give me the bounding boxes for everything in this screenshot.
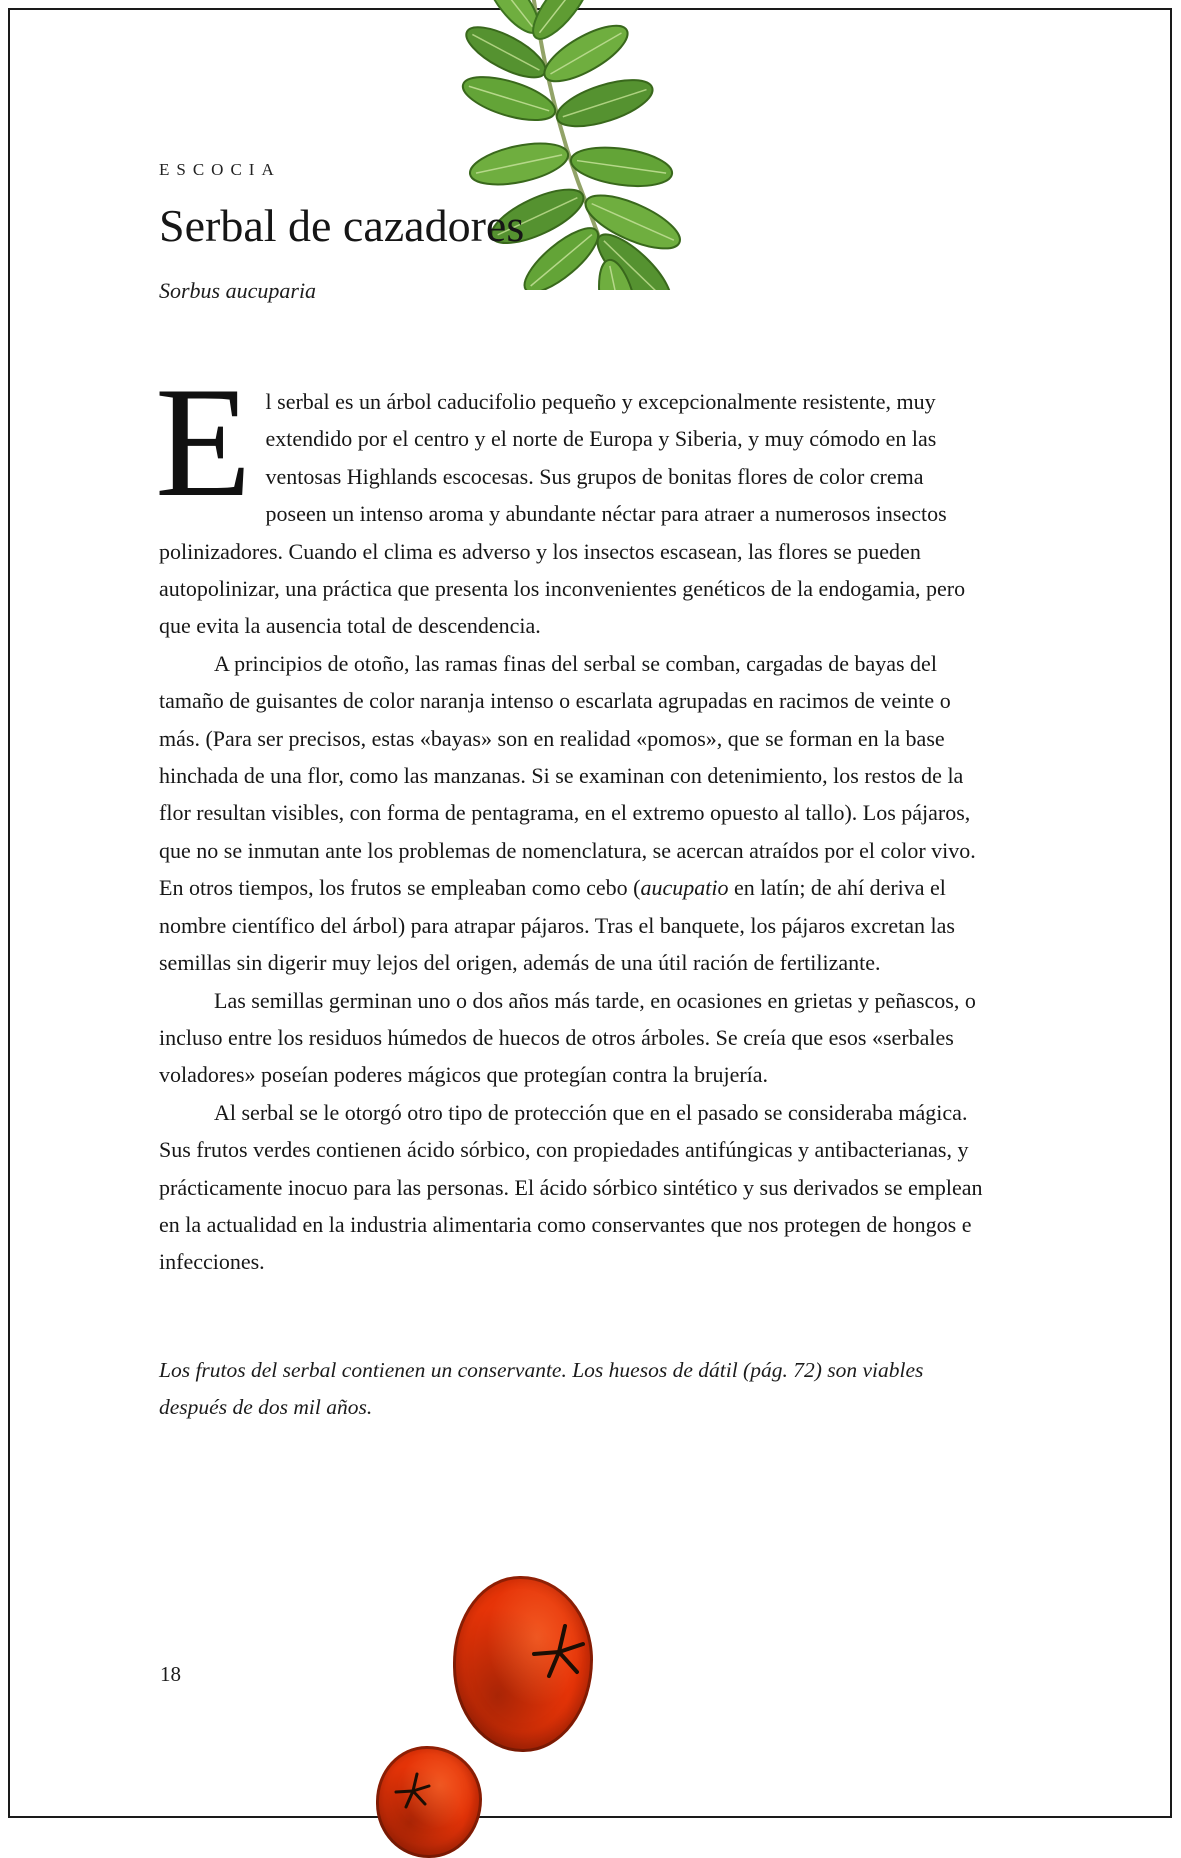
page-title: Serbal de cazadores [159, 200, 525, 251]
berry-calyx-icon [394, 1772, 432, 1810]
region-label: ESCOCIA [159, 160, 281, 179]
body-paragraph [159, 982, 989, 1094]
body-paragraph [159, 1094, 989, 1281]
berry-large-illustration [453, 1576, 593, 1752]
caption: Los frutos del serbal contienen un conservante. Los huesos de dátil (pág. 72) son viables después de dos mil años. [159, 1358, 924, 1419]
header-block [159, 160, 859, 304]
page-number: 18 [160, 1662, 181, 1686]
drop-cap: E [155, 355, 252, 530]
berry-calyx-icon [531, 1624, 587, 1680]
text-run: Al serbal se le otorgó otro tipo de protección que en el pasado se consideraba mágica. Sus frutos verdes contienen ácido sórbico, con propiedades antifúngicas y antibacterianas, y prácticamente inocuo para las personas. El ácido sórbico sintético y sus derivados se emplean en la actualidad en la industria alimentaria como conservantes que nos protegen de hongos e infecciones. [159, 1099, 983, 1275]
text-run: l serbal es un árbol caducifolio pequeño y excepcionalmente resistente, muy extendido por el centro y el norte de Europa y Siberia, y muy cómodo en las ventosas Highlands escocesas. Sus grupos de bonitas flores de color crema poseen un intenso aroma y abundante néctar para atraer a numerosos insectos polinizadores. Cuando el clima es adverso y los insectos escasean, las flores se pueden autopolinizar, una práctica que presenta los inconvenientes genéticos de la endogamia, pero que evita la ausencia total de descendencia. [159, 389, 966, 639]
text-run: Las semillas germinan uno o dos años más tarde, en ocasiones en grietas y peñascos, o incluso entre los residuos húmedos de huecos de otros árboles. Se creía que esos «serbales voladores» poseían poderes mágicos que protegían contra la brujería. [159, 987, 976, 1088]
berry-small-illustration [376, 1746, 482, 1858]
latin-name: Sorbus aucuparia [159, 278, 317, 304]
text-run: en latín; de ahí deriva el nombre científico del árbol) para atrapar pájaros. Tras el banquete, los pájaros excretan las semillas sin digerir muy lejos del origen, además de una útil ración de fertilizante. [159, 875, 955, 976]
body-paragraph [159, 645, 989, 982]
text-run: A principios de otoño, las ramas finas del serbal se comban, cargadas de bayas del tamaño de guisantes de color naranja intenso o escarlata agrupadas en racimos de veinte o más. (Para ser precisos, estas «bayas» son en realidad «pomos», que se forman en la base hinchada de una flor, como las manzanas. Si se examinan con detenimiento, los restos de la flor resultan visibles, con forma de pentagrama, en el extremo opuesto al tallo). Los pájaros, que no se inmutan ante los problemas de nomenclatura, se acercan atraídos por el color vivo. En otros tiempos, los frutos se empleaban como cebo ( [159, 650, 976, 901]
latin-term: aucupatio [640, 875, 729, 901]
article-body [155, 355, 989, 1281]
body-paragraph [155, 355, 989, 645]
